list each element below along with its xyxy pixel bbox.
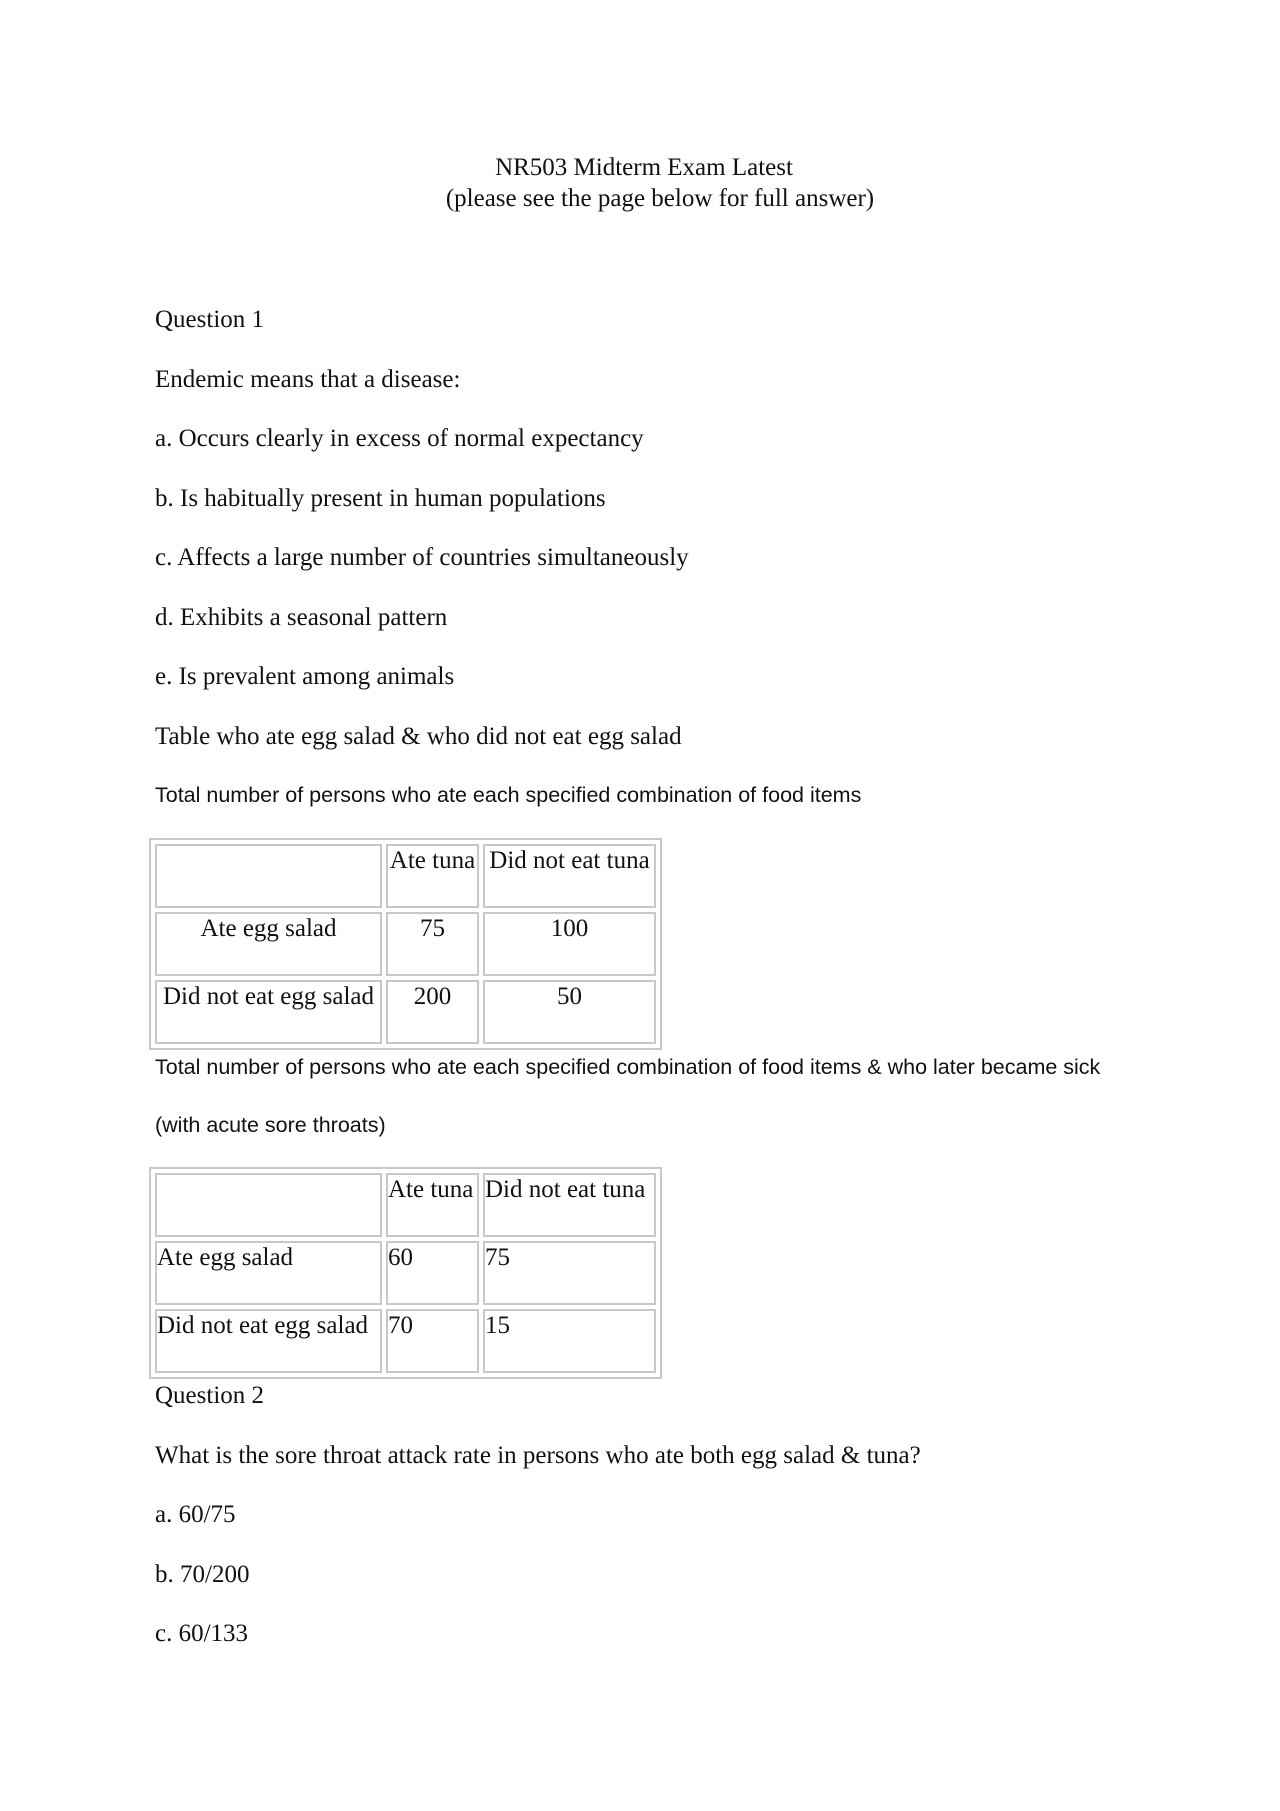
question-2-label: Question 2 bbox=[155, 1382, 265, 1409]
table-cell: 100 bbox=[483, 912, 656, 976]
question-2-prompt: What is the sore throat attack rate in persons who ate both egg salad & tuna? bbox=[155, 1442, 921, 1469]
table-intro: Table who ate egg salad & who did not eat egg salad bbox=[155, 723, 682, 750]
question-1-option-b: b. Is habitually present in human populations bbox=[155, 485, 606, 512]
document-subtitle: (please see the page below for full answer) bbox=[445, 185, 875, 212]
table-cell: 50 bbox=[483, 980, 656, 1044]
table-cell: 15 bbox=[483, 1309, 656, 1373]
table-cell bbox=[155, 844, 382, 908]
table-2 bbox=[149, 1167, 662, 1379]
question-1-option-c: c. Affects a large number of countries simultaneously bbox=[155, 544, 689, 571]
question-1-prompt: Endemic means that a disease: bbox=[155, 366, 461, 393]
row-header: Ate egg salad bbox=[155, 912, 382, 976]
table-1-caption: Total number of persons who ate each specified combination of food items bbox=[155, 783, 862, 807]
question-1-option-e: e. Is prevalent among animals bbox=[155, 663, 455, 690]
table-cell bbox=[155, 1173, 382, 1237]
table-1 bbox=[149, 838, 662, 1050]
table-cell: 75 bbox=[386, 912, 479, 976]
question-2-option-a: a. 60/75 bbox=[155, 1501, 236, 1528]
question-1-label: Question 1 bbox=[155, 306, 265, 333]
question-1-option-d: d. Exhibits a seasonal pattern bbox=[155, 604, 448, 631]
row-header: Did not eat egg salad bbox=[155, 1309, 382, 1373]
table-row bbox=[155, 1309, 656, 1373]
table-row bbox=[155, 1241, 656, 1305]
row-header: Ate egg salad bbox=[155, 1241, 382, 1305]
table-2-caption-line-2: (with acute sore throats) bbox=[155, 1113, 386, 1137]
column-header: Ate tuna bbox=[386, 1173, 479, 1237]
table-cell: 75 bbox=[483, 1241, 656, 1305]
document-header bbox=[0, 152, 1280, 214]
table-row bbox=[155, 844, 656, 908]
question-2-option-c: c. 60/133 bbox=[155, 1620, 249, 1647]
document-title: NR503 Midterm Exam Latest bbox=[495, 154, 793, 181]
question-2-option-b: b. 70/200 bbox=[155, 1561, 250, 1588]
table-cell: 200 bbox=[386, 980, 479, 1044]
table-row bbox=[155, 1173, 656, 1237]
column-header: Did not eat tuna bbox=[483, 844, 656, 908]
table-cell: 70 bbox=[386, 1309, 479, 1373]
table-row bbox=[155, 980, 656, 1044]
question-1-option-a: a. Occurs clearly in excess of normal expectancy bbox=[155, 425, 644, 452]
table-cell: 60 bbox=[386, 1241, 479, 1305]
column-header: Did not eat tuna bbox=[483, 1173, 656, 1237]
table-2-caption-line-1: Total number of persons who ate each specified combination of food items & who later became sick bbox=[155, 1055, 1101, 1079]
column-header: Ate tuna bbox=[386, 844, 479, 908]
row-header: Did not eat egg salad bbox=[155, 980, 382, 1044]
table-row bbox=[155, 912, 656, 976]
